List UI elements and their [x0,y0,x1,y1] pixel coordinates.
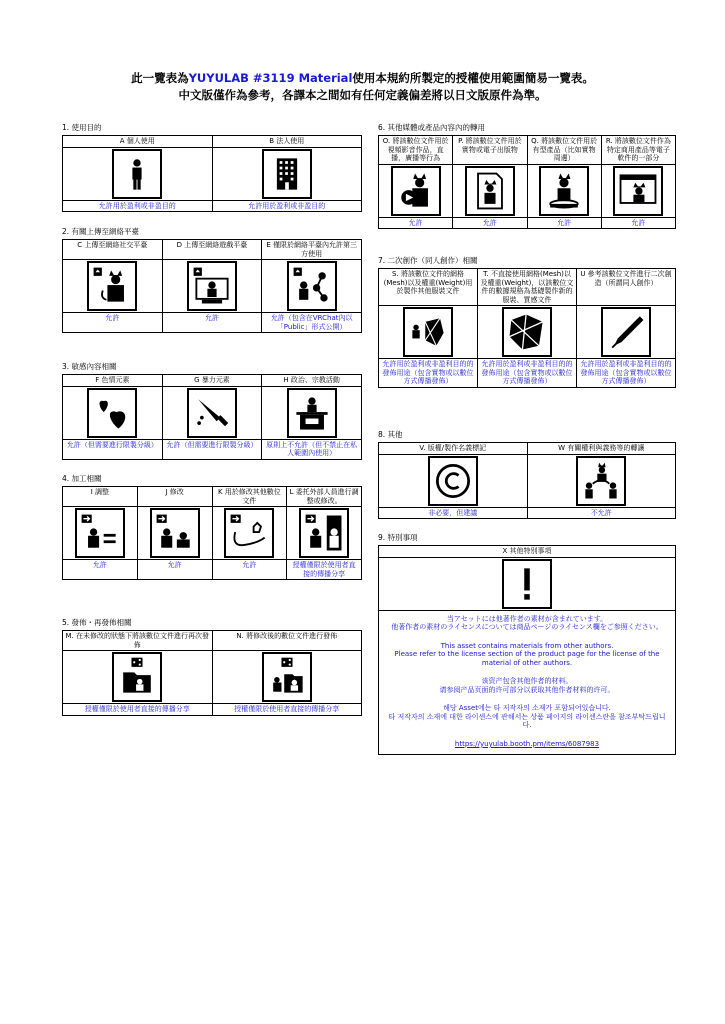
software-icon [613,166,663,216]
mesh-reuse-icon [403,307,453,357]
share-modified-icon [262,652,312,702]
col-label: Q. 將該數位文件用於有型產品（比如實物周邊） [527,136,601,165]
col-label: P. 將該數位文件用於實物或電子出版物 [453,136,527,165]
result-text: 允許用於盈利或非盈目的 [212,200,362,212]
section-upload [62,226,362,333]
col-label: H 政治、宗教活動 [262,375,362,387]
building-icon [262,149,312,199]
col-label: M. 在未修改的狀態下將該數位文件進行再次發佈 [63,631,213,651]
person-icon [112,149,162,199]
share-folder-icon [112,652,162,702]
col-label: N. 將修改後的數位文件進行發佈 [212,631,362,651]
header-product-name: YUYULAB #3119 Material [188,71,353,85]
col-label: T. 不直接使用網格(Mesh)以及權重(Weight)，以該數位文件的數據規格為基礎製作新的服裝、質感文件 [478,269,577,306]
result-text: 允許 [162,313,262,333]
modify-icon [150,508,200,558]
result-text: 允許 [601,217,675,229]
col-label: U 參考該數位文件進行二次創造（所謂同人創作） [577,269,676,306]
col-label: S. 將該數位文件的網格(Mesh)以及權重(Weight)用於製作其他服裝文件 [379,269,478,306]
section-processing [62,473,362,580]
product-link[interactable]: https://yuyulab.booth.pm/items/6087983 [454,739,600,748]
knife-icon [187,388,237,438]
figure-icon [539,166,589,216]
exclamation-icon [502,559,552,609]
texture-icon [502,307,552,357]
section-title: 6. 其他媒體或產品內容內的轉用 [378,123,486,132]
pen-icon [601,307,651,357]
result-text: 允許 [453,217,527,229]
result-text: 允許 [137,560,212,580]
result-text: 允許 [63,313,163,333]
section-distribution [62,617,362,716]
result-text: 允許（包含在VRChat內以「Public」形式公開） [262,313,362,333]
section-title: 8. 其他 [378,430,403,439]
note-english: This asset contains materials from other authors. Please refer to the license section of the product page for the license of the material of other authors. [394,641,660,667]
result-text: 允許（但需要進行限製分級） [162,439,262,459]
result-text: 允許（但需要進行限製分級） [63,439,163,459]
section-title: 7. 二次創作（同人創作）相關 [378,256,478,265]
col-label: I 調整 [63,487,138,507]
header-line-2: 中文版僅作為參考，各譯本之間如有任何定義偏差將以日文版原件為準。 [178,88,547,102]
section-media-reuse [378,122,676,229]
header-post: 使用本規約所製定的授權使用範圍簡易一覽表。 [352,71,594,85]
col-label: R. 將該數位文件作為特定商用產品等電子軟件的一部分 [601,136,675,165]
hearts-icon [87,388,137,438]
col-label: C 上傳至網絡社交平臺 [63,240,163,260]
col-label: G 暴力元素 [162,375,262,387]
video-icon [391,166,441,216]
col-label: E 僅限於網絡平臺內允許第三方使用 [262,240,362,260]
result-text: 授權僅限於使用者直接的傳播分享 [63,704,213,716]
transfer-icon [576,456,626,506]
section-derivative [378,255,676,388]
col-label: D 上傳至網絡遊戲平臺 [162,240,262,260]
result-text: 允許 [527,217,601,229]
game-upload-icon [187,261,237,311]
note-chinese: 该资产包含其他作者的材料。 请参阅产品页面的许可部分以获取其他作者材料的许可。 [439,677,615,694]
result-text: 允許 [63,560,138,580]
col-label: B 法人使用 [212,136,362,148]
result-text: 授權僅限於使用者直接的傳播分享 [287,560,362,580]
outsource-icon [299,508,349,558]
col-label: X 其他特別事項 [379,546,676,558]
col-label: V. 版權/製作名義標記 [379,443,528,455]
col-label: J 修改 [137,487,212,507]
col-label: F 色情元素 [63,375,163,387]
podium-icon [287,388,337,438]
section-title: 9. 特別事項 [378,533,418,542]
header-line-1 [0,70,725,86]
merge-icon [224,508,274,558]
section-usage-purpose [62,122,362,212]
share-network-icon [287,261,337,311]
section-title: 2. 有關上傳至網絡平臺 [62,227,140,236]
result-text: 允許用於盈利或非盈目的 [63,200,213,212]
section-title: 4. 加工相關 [62,474,102,483]
upload-avatar-icon [87,261,137,311]
result-text: 允許用於盈利或非盈利目的的發佈用途（包含實物或以數位方式傳播發佈） [577,359,676,388]
publication-icon [465,166,515,216]
header-pre: 此一覽表為 [131,71,189,85]
result-text: 不允許 [527,507,676,519]
section-sensitive [62,361,362,460]
note-japanese: 当アセットには他著作者の素材が含まれています。 他著作者の素材のライセンスについては商品ページのライセンス欄をご参照ください。 [391,614,663,632]
section-title: 1. 使用目的 [62,123,102,132]
result-text: 允許用於盈利或非盈利目的的發佈用途（包含實物或以數位方式傳播發佈） [478,359,577,388]
section-other [378,429,676,519]
section-title: 5. 發佈・再發佈相關 [62,618,132,627]
col-label: A 個人使用 [63,136,213,148]
col-label: L 委托外部人員進行調整或修改。 [287,487,362,507]
copyright-icon [428,456,478,506]
adjust-icon [75,508,125,558]
result-text: 允許用於盈利或非盈利目的的發佈用途（包含實物或以數位方式傳播發佈） [379,359,478,388]
col-label: O. 將該數位文件用於視頻影音作品，直播，廣播等行為 [379,136,453,165]
result-text: 允許 [379,217,453,229]
col-label: K 用於修改其他數位文件 [212,487,287,507]
result-text: 授權僅限於使用者直接的傳播分享 [212,704,362,716]
result-text: 非必要，但建議 [379,507,528,519]
note-korean: 해당 Asset에는 타 저작자의 소재가 포함되어있습니다. 타 저작자의 소재에 대한 라이센스에 관해서는 상품 페이지의 라이센스란을 참조부탁드립니다. [388,704,666,730]
col-label: W 有關權利與義務等的轉讓 [527,443,676,455]
section-title: 3. 敏感內容相關 [62,362,117,371]
result-text: 允許 [212,560,287,580]
section-special [378,532,676,755]
result-text: 原則上不允許（但不禁止在私人範圍內使用） [262,439,362,459]
